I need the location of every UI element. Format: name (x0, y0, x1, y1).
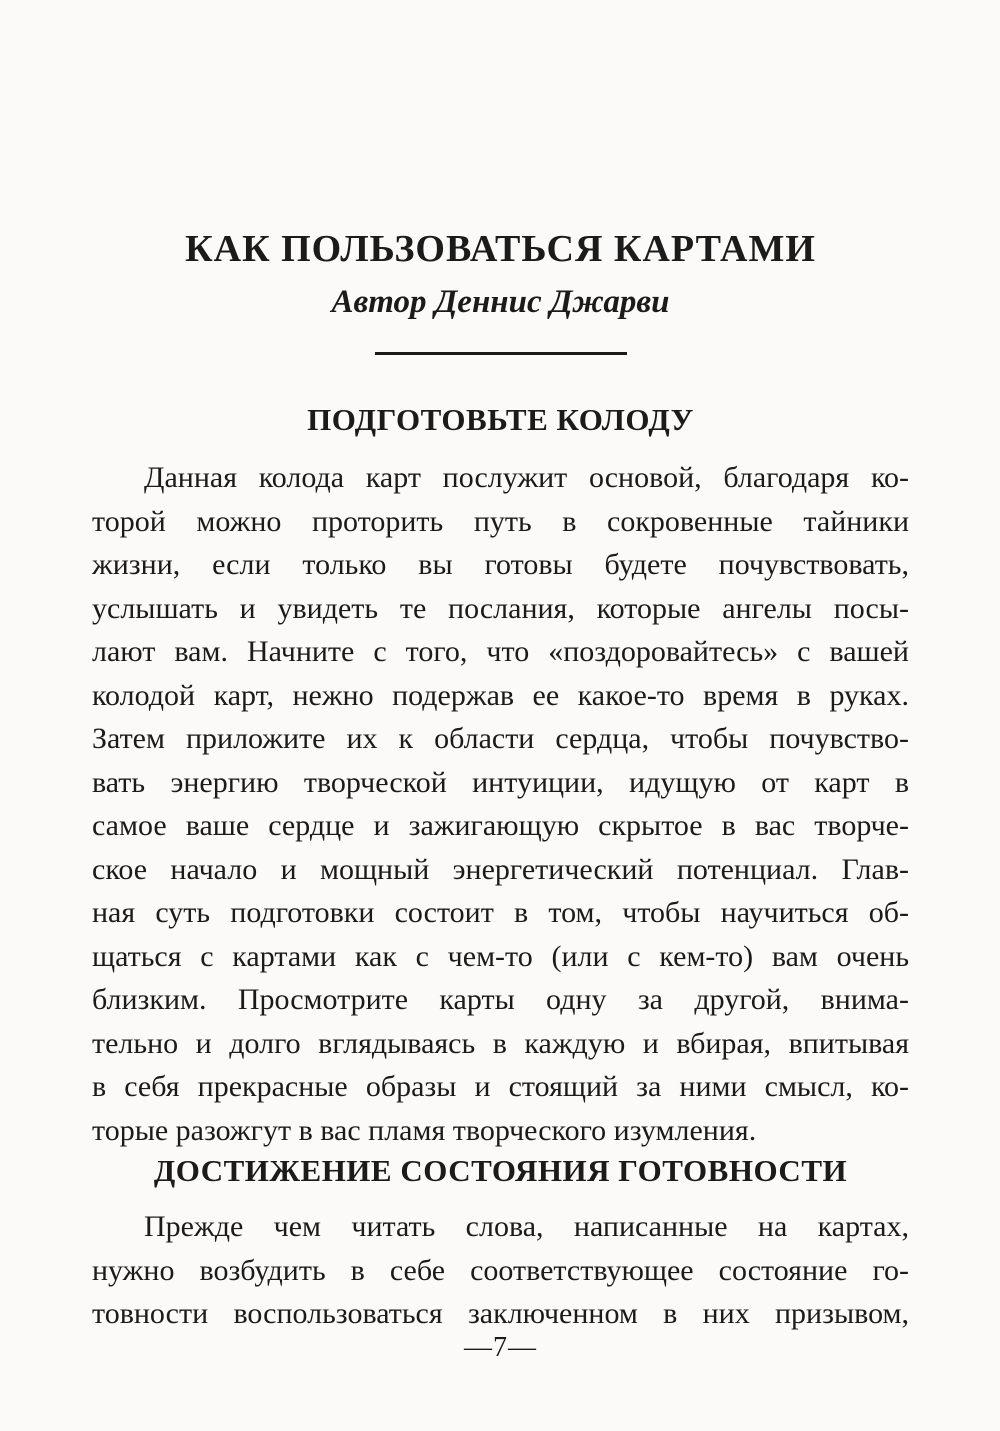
text-line: тельно и долго вглядываясь в каждую и вбирая, впитывая (92, 1026, 909, 1060)
page-number: —7— (464, 1331, 537, 1363)
paragraph-readiness (92, 1205, 909, 1336)
text-line: нужно возбудить в себе соответствующее состояние го- (92, 1253, 909, 1287)
text-line: ная суть подготовки состоит в том, чтобы научиться об- (92, 896, 909, 929)
text-line: лают вам. Начните с того, что «поздоровайтесь» с вашей (92, 635, 909, 668)
text-line: услышать и увидеть те послания, которые ангелы посы- (92, 591, 909, 625)
section-divider (375, 352, 627, 355)
page-title: КАК ПОЛЬЗОВАТЬСЯ КАРТАМИ (185, 228, 816, 270)
text-line: самое ваше сердце и зажигающую скрытое в вас творче- (92, 809, 909, 842)
text-line: торой можно проторить путь в сокровенные тайники (92, 504, 909, 538)
text-line: Затем приложите их к области сердца, чтобы почувство- (92, 722, 909, 755)
text-line: щаться с картами как с чем-то (или с кем-то) вам очень (92, 939, 909, 973)
text-line: вать энергию творческой интуиции, идущую от карт в (92, 765, 909, 799)
text-line: ское начало и мощный энергетический потенциал. Глав- (92, 852, 909, 886)
author-line: Автор Деннис Джарви (331, 284, 670, 320)
text-line: в себя прекрасные образы и стоящий за ними смысл, ко- (92, 1070, 909, 1103)
text-line: товности воспользоваться заключенном в них призывом, (92, 1297, 909, 1330)
text-line: близким. Просмотрите карты одну за другой, внима- (92, 983, 909, 1016)
text-line: Прежде чем читать слова, написанные на картах, (144, 1210, 909, 1243)
text-line: Данная колода карт послужит основой, благодаря ко- (144, 461, 909, 494)
text-line: жизни, если только вы готовы будете почувствовать, (92, 548, 909, 581)
section-heading-readiness: ДОСТИЖЕНИЕ СОСТОЯНИЯ ГОТОВНОСТИ (153, 1153, 848, 1188)
paragraph-prepare-deck (92, 456, 909, 1152)
text-line: колодой карт, нежно подержав ее какое-то время в руках. (92, 678, 909, 712)
text-line: торые разожгут в вас пламя творческого изумления. (92, 1113, 757, 1147)
section-heading-prepare-deck: ПОДГОТОВЬТЕ КОЛОДУ (307, 402, 694, 437)
